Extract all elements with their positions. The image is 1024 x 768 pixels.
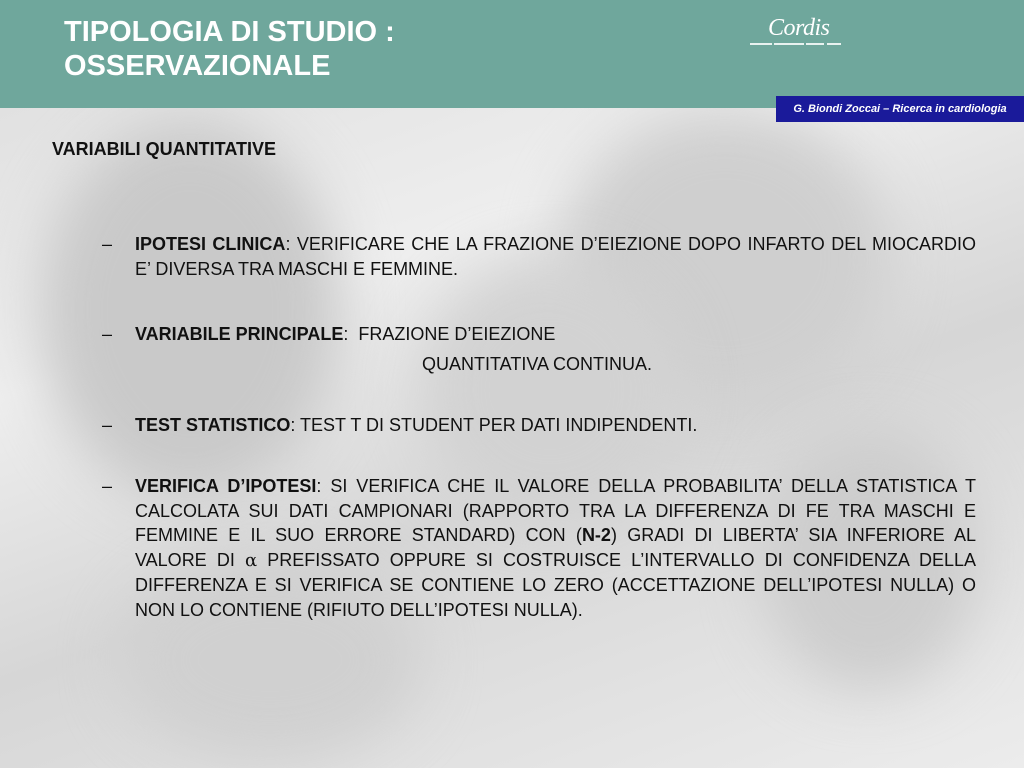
bullet-text <box>135 232 976 281</box>
bullet-label: TEST STATISTICO <box>135 415 291 435</box>
logo-text: Cordis <box>768 15 830 41</box>
title-bar <box>0 0 1024 108</box>
bullet-dash: – <box>102 476 113 496</box>
title-line-1: TIPOLOGIA DI STUDIO : <box>64 16 395 48</box>
title-line-2: OSSERVAZIONALE <box>64 50 331 82</box>
bullet-body: : SI VERIFICA CHE IL VALORE DELLA PROBABILITA’ DELLA STATISTICA T CALCOLATA SUI DATI CAMPIONARI (RAPPORTO TRA LA DIFFERENZA DI FE TRA MASCHI E FEMMINE E IL SUO ERRORE STANDARD) CON ( <box>135 476 976 545</box>
degrees-of-freedom: N-2 <box>581 525 611 545</box>
photo-shade <box>40 120 340 500</box>
bullet-text <box>135 413 976 438</box>
bullet-label: VERIFICA D’IPOTESI <box>135 476 317 496</box>
page-title <box>64 15 395 83</box>
bullet-body-line2: QUANTITATIVA CONTINUA. <box>422 353 653 374</box>
bullet-body: : TEST T DI STUDENT PER DATI INDIPENDENTI. <box>290 415 698 435</box>
bullet-body: : FRAZIONE D’EIEZIONE <box>343 324 556 344</box>
bullet-dash: – <box>102 234 113 254</box>
bullet-label: VARIABILE PRINCIPALE <box>135 324 344 344</box>
bullet-body: PREFISSATO OPPURE SI COSTRUISCE L’INTERVALLO DI CONFIDENZA DELLA DIFFERENZA E SI VERIFICA SE CONTIENE LO ZERO (ACCETTAZIONE DELL’IPOTESI NULLA) O NON LO CONTIENE (RIFIUTO DELL’IPOTESI NULLA). <box>135 549 976 620</box>
bullet-item-ipotesi-clinica <box>102 232 976 281</box>
alpha-symbol: α <box>244 549 258 571</box>
bullet-dash: – <box>102 324 113 344</box>
bullet-text <box>135 322 976 376</box>
bullet-item-test-statistico <box>102 413 976 438</box>
bullet-body: : VERIFICARE CHE LA FRAZIONE D’EIEZIONE DOPO INFARTO DEL MIOCARDIO E’ DIVERSA TRA MASCHI E FEMMINE. <box>135 234 976 279</box>
bullet-label: IPOTESI CLINICA <box>135 234 286 254</box>
bullet-dash: – <box>102 415 113 435</box>
bullet-item-verifica-ipotesi <box>102 474 976 622</box>
cordis-logo <box>750 14 850 54</box>
bullet-item-variabile-principale <box>102 322 976 376</box>
bullet-text <box>135 474 976 622</box>
author-badge: G. Biondi Zoccai – Ricerca in cardiologia <box>776 96 1024 122</box>
section-title: VARIABILI QUANTITATIVE <box>52 139 276 159</box>
logo-tagline-graphic <box>750 41 842 47</box>
bullet-body: ) GRADI DI LIBERTA’ SIA INFERIORE AL VALORE DI <box>135 525 976 570</box>
